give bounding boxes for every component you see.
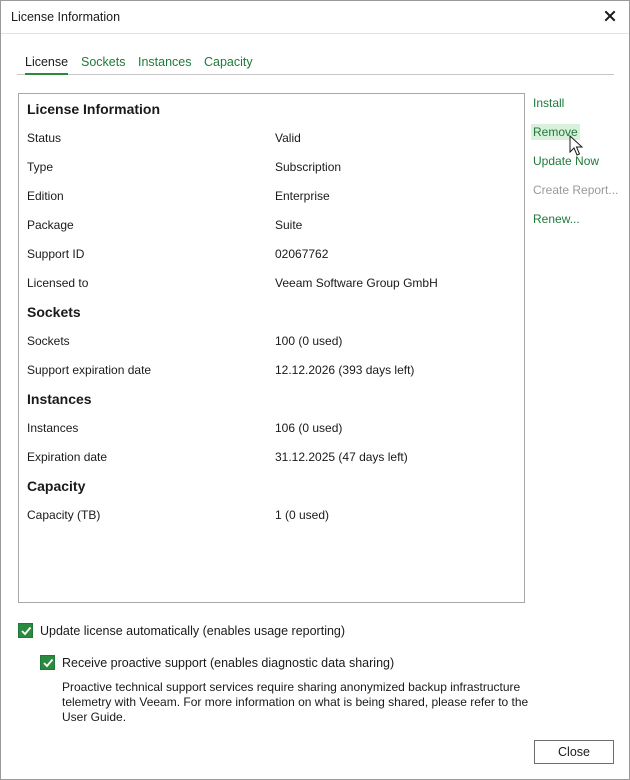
proactive-support-checkbox[interactable] — [40, 655, 55, 670]
tab-instances[interactable]: Instances — [138, 55, 192, 69]
edition-value: Enterprise — [275, 189, 330, 203]
status-value: Valid — [275, 131, 301, 145]
type-value: Subscription — [275, 160, 342, 174]
support-id-label: Support ID — [27, 247, 85, 261]
expiration-date-value: 31.12.2025 (47 days left) — [275, 450, 408, 464]
licensed-to-value: Veeam Software Group GmbH — [275, 276, 438, 290]
support-id-value: 02067762 — [275, 247, 329, 261]
remove-link[interactable]: Remove — [533, 125, 578, 139]
close-button[interactable]: Close — [534, 740, 614, 764]
support-expiration-label: Support expiration date — [27, 363, 152, 377]
section-title-sockets: Sockets — [27, 304, 81, 320]
instances-label: Instances — [27, 421, 79, 435]
sockets-value: 100 (0 used) — [275, 334, 343, 348]
create-report-link: Create Report... — [533, 183, 619, 197]
license-details-panel — [18, 93, 525, 603]
expiration-date-label: Expiration date — [27, 450, 108, 464]
window-title: License Information — [11, 10, 121, 24]
renew-link[interactable]: Renew... — [533, 212, 580, 226]
proactive-support-label: Receive proactive support (enables diagnostic data sharing) — [62, 656, 395, 670]
section-title-license: License Information — [27, 101, 161, 117]
section-title-instances: Instances — [27, 391, 92, 407]
install-link[interactable]: Install — [533, 96, 565, 110]
capacity-label: Capacity (TB) — [27, 508, 101, 522]
tab-bar — [17, 54, 614, 75]
capacity-value: 1 (0 used) — [275, 508, 330, 522]
package-value: Suite — [275, 218, 303, 232]
mouse-pointer-icon — [569, 135, 585, 157]
section-title-capacity: Capacity — [27, 478, 86, 494]
proactive-support-description: Proactive technical support services require sharing anonymized backup infrastructure telemetry with Veeam. For more information on what is being shared, please refer to the User Guide. — [62, 680, 529, 724]
edition-label: Edition — [27, 189, 64, 203]
licensed-to-label: Licensed to — [27, 276, 89, 290]
tab-license[interactable]: License — [25, 55, 68, 75]
tab-capacity[interactable]: Capacity — [204, 55, 253, 69]
instances-value: 106 (0 used) — [275, 421, 343, 435]
sockets-label: Sockets — [27, 334, 70, 348]
auto-update-checkbox[interactable] — [18, 623, 33, 638]
update-now-link[interactable]: Update Now — [533, 154, 600, 168]
auto-update-label: Update license automatically (enables usage reporting) — [40, 624, 346, 638]
package-label: Package — [27, 218, 74, 232]
type-label: Type — [27, 160, 54, 174]
status-label: Status — [27, 131, 62, 145]
tab-sockets[interactable]: Sockets — [81, 55, 126, 69]
close-icon[interactable] — [601, 7, 619, 25]
support-expiration-value: 12.12.2026 (393 days left) — [275, 363, 415, 377]
title-bar — [1, 1, 629, 34]
